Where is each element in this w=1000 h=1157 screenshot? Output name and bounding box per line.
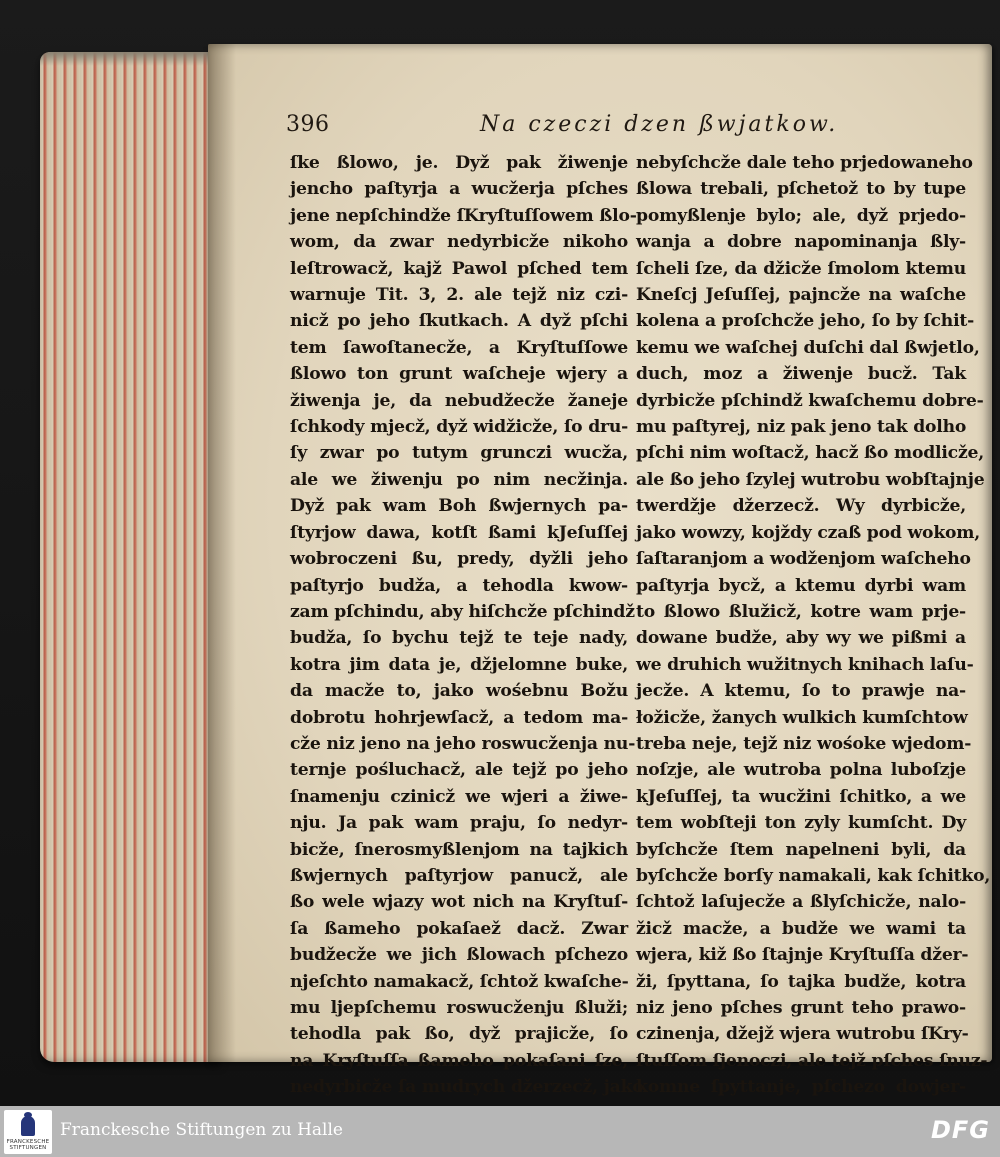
book-page-edges: [40, 52, 220, 1062]
right-column-line: ſtuſſom ſjenoczi, ale tejž pſches ſnuz-: [636, 1050, 988, 1071]
right-column-line: dowane budže, aby wy we pißmi a: [636, 628, 966, 649]
right-column-line: to ßlowo ßlužicž, kotre wam prje-: [636, 601, 966, 622]
right-column-line: noſzje, ale wutroba polna luboſzje: [636, 760, 966, 781]
left-column-line: jencho paſtyrja a wucžerja pſches: [290, 179, 628, 200]
right-column-line: czinenja, džejž wjera wutrobu ſKry-: [636, 1024, 969, 1045]
left-column-line: cže niz jeno na jeho roswucženja nu-: [290, 733, 636, 754]
right-column-line: tem wobſteji ton zyly kumſcht. Dy: [636, 813, 966, 834]
institution-name[interactable]: Franckesche Stiftungen zu Halle: [60, 1120, 343, 1140]
right-column-line: ale ßo jeho ſzylej wutrobu wobſtajnje: [636, 469, 985, 490]
dfg-logo[interactable]: DFG: [930, 1116, 990, 1144]
right-column-line: komne ſpyttanje, pſchezo dowjer-: [636, 1077, 966, 1098]
right-column-line: wanja a dobre napominanja ßly-: [636, 232, 966, 253]
page-number: 396: [286, 112, 330, 137]
left-column-line: wom, da zwar nedyrbicže nikoho: [290, 232, 628, 253]
eagle-logo-icon: [21, 1116, 35, 1136]
left-column-line: paſtyrjo budža, a tehodla kwow-: [290, 575, 628, 596]
left-column-line: ternje pośluchacž, ale tejž po jeho: [290, 760, 628, 781]
left-column-line: njeſchto namakacž, ſchtož kwaſche-: [290, 971, 629, 992]
left-column-line: budžecže we jich ßlowach pſchezo: [290, 945, 628, 966]
running-title: Na czeczi dzen ßwjatkow.: [480, 112, 839, 137]
right-column-line: wjera, kiž ßo ſtajnje Kryſtuſſa džer-: [636, 945, 969, 966]
left-column-line: ſchkody mjecž, dyž widžicže, ſo dru-: [290, 417, 629, 438]
left-column-line: kotra jim data je, džjelomne buke,: [290, 654, 628, 675]
left-column-line: mu ljepſchemu roswucženju ßluži;: [290, 998, 628, 1018]
left-column-line: da macže to, jako wośebnu Božu: [290, 681, 628, 702]
institution-logo[interactable]: [4, 1110, 52, 1154]
right-column-line: łožicže, žanych wulkich kumſchtow: [636, 707, 968, 728]
right-column-line: byſchcže borſy namakali, kak ſchitko,: [636, 865, 991, 886]
left-column-line: ale we žiwenju po nim necžinja.: [290, 469, 628, 490]
right-column-line: jako wowzy, kojždy czaß pod wokom,: [636, 522, 981, 543]
left-column-line: ſnamenju czinicž we wjeri a žiwe-: [290, 786, 628, 807]
page-gutter-shadow: [208, 44, 236, 1062]
right-column-line: ži, ſpyttana, ſo tajka budže, kotra: [636, 971, 966, 992]
text-column-right: [636, 150, 991, 1101]
left-column-line: žiwenja je, da nebudžecže žaneje: [290, 390, 628, 411]
left-column-line: jene nepſchindže ſKryſtuſſowem ßlo-: [290, 205, 637, 226]
right-column-line: pſchi nim woſtacž, hacž ßo modlicže,: [636, 443, 985, 464]
left-column-line: ſke ßlowo, je. Dyž pak žiwenje: [290, 153, 628, 173]
left-column-line: ſy zwar po tutym grunczi wucža,: [290, 443, 628, 464]
right-column-line: ſcheli ſze, da džicže ſmolom ktemu: [636, 258, 966, 279]
left-column-line: dobrotu hohrjewſacž, a tedom ma-: [290, 707, 628, 728]
right-column-line: kJeſuſſej, ta wucžini ſchitko, a we: [636, 786, 966, 807]
left-column-line: zam pſchindu, aby hiſchcže pſchindž: [290, 601, 635, 622]
viewer-footer: [0, 1106, 1000, 1157]
left-column-line: nju. Ja pak wam praju, ſo nedyr-: [290, 813, 628, 834]
left-column-line: tehodla pak ßo, dyž prajicže, ſo: [290, 1024, 628, 1045]
right-column-line: žicž macže, a budže we wami ta: [636, 918, 966, 939]
left-column-line: budža, ſo bychu tejž te teje nady,: [290, 628, 628, 649]
left-column-line: ßwjernych paſtyrjow panucž, ale: [290, 865, 628, 886]
page-header: [280, 112, 970, 142]
logo-text: FRANCKESCHE STIFTUNGEN: [6, 1139, 50, 1151]
right-column-line: jecže. A ktemu, ſo to prawje na-: [636, 681, 966, 702]
right-column-line: kemu we waſchej duſchi dal ßwjetlo,: [636, 337, 980, 358]
left-column-line: ßo wele wjazy wot nich na Kryſtuſ-: [290, 892, 628, 913]
right-column-line: byſchcže ſtem napelneni byli, da: [636, 839, 966, 860]
right-column-line: kolena a proſchcže jeho, ſo by ſchit-: [636, 311, 975, 332]
right-column-line: paſtyrja bycž, a ktemu dyrbi wam: [636, 575, 966, 596]
right-column-line: Kneſcj Jeſuſſej, pajncže na waſche: [636, 285, 966, 306]
left-column-line: bicže, ſnerosmyßlenjom na tajkich: [290, 839, 628, 860]
right-column-line: pomyßlenje bylo; ale, dyž prjedo-: [636, 205, 966, 226]
right-column-line: ſchtož laſujecže a ßlyſchicže, nalo-: [636, 892, 966, 913]
text-column-left: [290, 150, 644, 1101]
right-column-line: twerdžje džerzecž. Wy dyrbicže,: [636, 496, 966, 517]
right-column-line: niz jeno pſches grunt teho prawo-: [636, 998, 966, 1018]
left-column-line: nedyrbicže ſa mudrych džerzecž, jako: [290, 1077, 644, 1098]
left-column-line: Dyž pak wam Boh ßwjernych pa-: [290, 496, 628, 517]
left-column-line: nicž po jeho ſkutkach. A dyž pſchi: [290, 311, 628, 332]
left-column-line: tem ſawoſtanecže, a Kryſtuſſowe: [290, 337, 628, 358]
left-column-line: leſtrowacž, kajž Pawol pſched tem: [290, 258, 628, 279]
right-column-line: ßlowa trebali, pſchetož to by tupe: [636, 179, 966, 200]
right-column-line: duch, moz a žiwenje bucž. Tak: [636, 364, 966, 385]
right-column-line: we druhich wužitnych knihach laſu-: [636, 654, 974, 675]
left-column-line: ſa ßameho pokaſaež dacž. Zwar: [290, 918, 628, 939]
right-column-line: dyrbicže pſchindž kwaſchemu dobre-: [636, 390, 984, 411]
right-column-line: treba neje, tejž niz wośoke wjedom-: [636, 733, 972, 754]
right-column-line: mu paſtyrej, niz pak jeno tak dolho: [636, 417, 967, 438]
left-column-line: na Kryſtuſſa ßameho pokaſani ſze,: [290, 1050, 628, 1071]
right-column-line: ſaſtaranjom a wodženjom waſcheho: [636, 549, 971, 570]
left-column-line: ßlowo ton grunt waſcheje wjery a: [290, 364, 628, 385]
right-column-line: nebyſchcže dale teho prjedowaneho: [636, 153, 973, 173]
left-column-line: wobroczeni ßu, predy, dyžli jeho: [290, 549, 628, 570]
left-column-line: ſtyrjow dawa, kotſt ßami kJeſuſſej: [290, 522, 628, 543]
left-column-line: warnuje Tit. 3, 2. ale tejž niz czi-: [290, 285, 628, 306]
